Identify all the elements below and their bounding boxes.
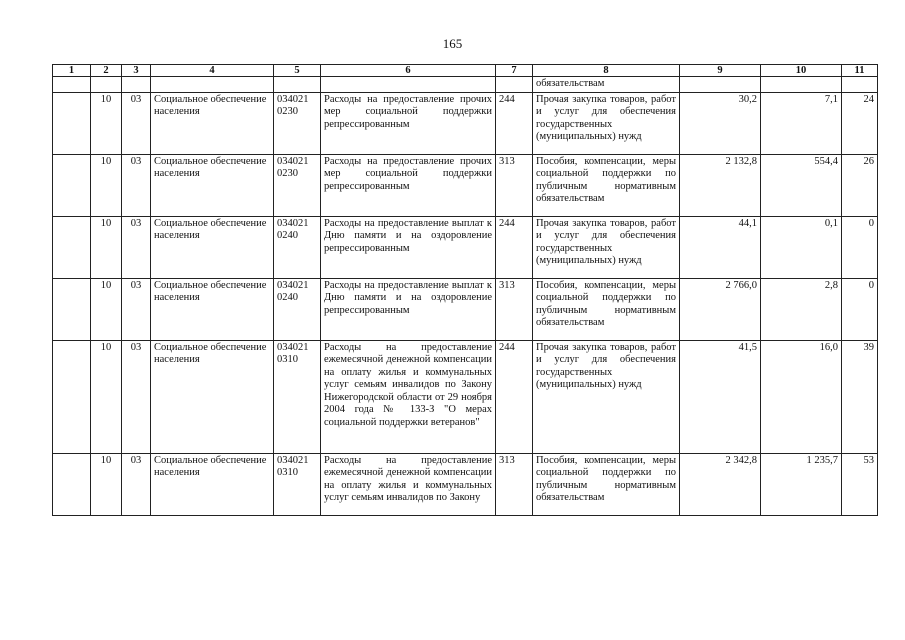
expense-description-cell: Расходы на предоставление ежемесячной денежной компенсации на оплату жилья и коммунальных услуг семьям инвалидов по Закону bbox=[321, 453, 496, 515]
expense-type-cell: обязательствам bbox=[533, 77, 680, 93]
expense-type-code-cell: 244 bbox=[496, 92, 533, 154]
section-code-cell: 10 bbox=[91, 92, 122, 154]
expense-description-cell: Расходы на предоставление выплат к Дню памяти и на оздоровление репрессированным bbox=[321, 278, 496, 340]
header-cell: 1 bbox=[53, 65, 91, 77]
empty-cell bbox=[53, 340, 91, 453]
subsection-code-cell: 03 bbox=[122, 340, 151, 453]
target-code-cell: 034021 0240 bbox=[274, 278, 321, 340]
subsection-code-cell: 03 bbox=[122, 278, 151, 340]
amount-cell: 2 766,0 bbox=[680, 278, 761, 340]
amount-cell: 30,2 bbox=[680, 92, 761, 154]
amount-cell: 44,1 bbox=[680, 216, 761, 278]
empty-cell bbox=[53, 92, 91, 154]
expense-type-code-cell: 244 bbox=[496, 216, 533, 278]
section-code-cell: 10 bbox=[91, 154, 122, 216]
empty-cell bbox=[53, 216, 91, 278]
expense-type-cell: Пособия, компенсации, меры социальной поддержки по публичным нормативным обязательствам bbox=[533, 453, 680, 515]
subsection-code-cell: 03 bbox=[122, 92, 151, 154]
percent-cell: 0 bbox=[842, 216, 878, 278]
percent-cell: 26 bbox=[842, 154, 878, 216]
expense-type-code-cell: 313 bbox=[496, 453, 533, 515]
subsection-name-cell: Социальное обеспечение населения bbox=[151, 278, 274, 340]
expense-type-code-cell: 313 bbox=[496, 154, 533, 216]
section-code-cell: 10 bbox=[91, 453, 122, 515]
table-row bbox=[53, 154, 878, 216]
expense-type-code-cell: 244 bbox=[496, 340, 533, 453]
header-cell: 8 bbox=[533, 65, 680, 77]
header-cell: 3 bbox=[122, 65, 151, 77]
header-cell: 5 bbox=[274, 65, 321, 77]
table-row bbox=[53, 216, 878, 278]
expense-description-cell: Расходы на предоставление прочих мер социальной поддержки репрессированным bbox=[321, 154, 496, 216]
expense-type-cell: Пособия, компенсации, меры социальной поддержки по публичным нормативным обязательствам bbox=[533, 278, 680, 340]
percent-cell: 24 bbox=[842, 92, 878, 154]
header-cell: 10 bbox=[761, 65, 842, 77]
table-row bbox=[53, 92, 878, 154]
target-code-cell: 034021 0310 bbox=[274, 453, 321, 515]
subsection-name-cell: Социальное обеспечение населения bbox=[151, 453, 274, 515]
amount-cell: 2,8 bbox=[761, 278, 842, 340]
amount-cell: 2 342,8 bbox=[680, 453, 761, 515]
expense-type-cell: Прочая закупка товаров, работ и услуг для обеспечения государственных (муниципальных) нужд bbox=[533, 216, 680, 278]
subsection-code-cell: 03 bbox=[122, 216, 151, 278]
page-number: 165 bbox=[442, 36, 463, 51]
header-cell: 11 bbox=[842, 65, 878, 77]
expense-type-cell: Прочая закупка товаров, работ и услуг для обеспечения государственных (муниципальных) нужд bbox=[533, 340, 680, 453]
empty-cell bbox=[53, 154, 91, 216]
table-row bbox=[53, 453, 878, 515]
table-header-row bbox=[53, 65, 878, 77]
subsection-name-cell: Социальное обеспечение населения bbox=[151, 216, 274, 278]
subsection-name-cell: Социальное обеспечение населения bbox=[151, 340, 274, 453]
expense-description-cell: Расходы на предоставление выплат к Дню памяти и на оздоровление репрессированным bbox=[321, 216, 496, 278]
amount-cell: 554,4 bbox=[761, 154, 842, 216]
section-code-cell: 10 bbox=[91, 278, 122, 340]
target-code-cell: 034021 0310 bbox=[274, 340, 321, 453]
header-cell: 6 bbox=[321, 65, 496, 77]
target-code-cell: 034021 0230 bbox=[274, 154, 321, 216]
expense-type-cell: Пособия, компенсации, меры социальной поддержки по публичным нормативным обязательствам bbox=[533, 154, 680, 216]
empty-cell bbox=[53, 453, 91, 515]
header-cell: 2 bbox=[91, 65, 122, 77]
budget-table bbox=[52, 64, 878, 516]
amount-cell: 7,1 bbox=[761, 92, 842, 154]
amount-cell: 0,1 bbox=[761, 216, 842, 278]
continuation-row bbox=[53, 77, 878, 93]
target-code-cell: 034021 0240 bbox=[274, 216, 321, 278]
table-row bbox=[53, 340, 878, 453]
header-cell: 9 bbox=[680, 65, 761, 77]
expense-type-code-cell: 313 bbox=[496, 278, 533, 340]
expense-description-cell: Расходы на предоставление прочих мер социальной поддержки репрессированным bbox=[321, 92, 496, 154]
target-code-cell: 034021 0230 bbox=[274, 92, 321, 154]
percent-cell: 39 bbox=[842, 340, 878, 453]
subsection-code-cell: 03 bbox=[122, 453, 151, 515]
expense-type-cell: Прочая закупка товаров, работ и услуг для обеспечения государственных (муниципальных) нужд bbox=[533, 92, 680, 154]
amount-cell: 41,5 bbox=[680, 340, 761, 453]
amount-cell: 1 235,7 bbox=[761, 453, 842, 515]
header-cell: 7 bbox=[496, 65, 533, 77]
section-code-cell: 10 bbox=[91, 340, 122, 453]
subsection-name-cell: Социальное обеспечение населения bbox=[151, 154, 274, 216]
header-cell: 4 bbox=[151, 65, 274, 77]
amount-cell: 2 132,8 bbox=[680, 154, 761, 216]
empty-cell bbox=[53, 278, 91, 340]
percent-cell: 53 bbox=[842, 453, 878, 515]
subsection-name-cell: Социальное обеспечение населения bbox=[151, 92, 274, 154]
amount-cell: 16,0 bbox=[761, 340, 842, 453]
percent-cell: 0 bbox=[842, 278, 878, 340]
table-row bbox=[53, 278, 878, 340]
subsection-code-cell: 03 bbox=[122, 154, 151, 216]
section-code-cell: 10 bbox=[91, 216, 122, 278]
expense-description-cell: Расходы на предоставление ежемесячной денежной компенсации на оплату жилья и коммунальных услуг семьям инвалидов по Закону Нижегородской области от 29 ноября 2004 года № 133-З "О мерах социальной поддержки ветеранов" bbox=[321, 340, 496, 453]
